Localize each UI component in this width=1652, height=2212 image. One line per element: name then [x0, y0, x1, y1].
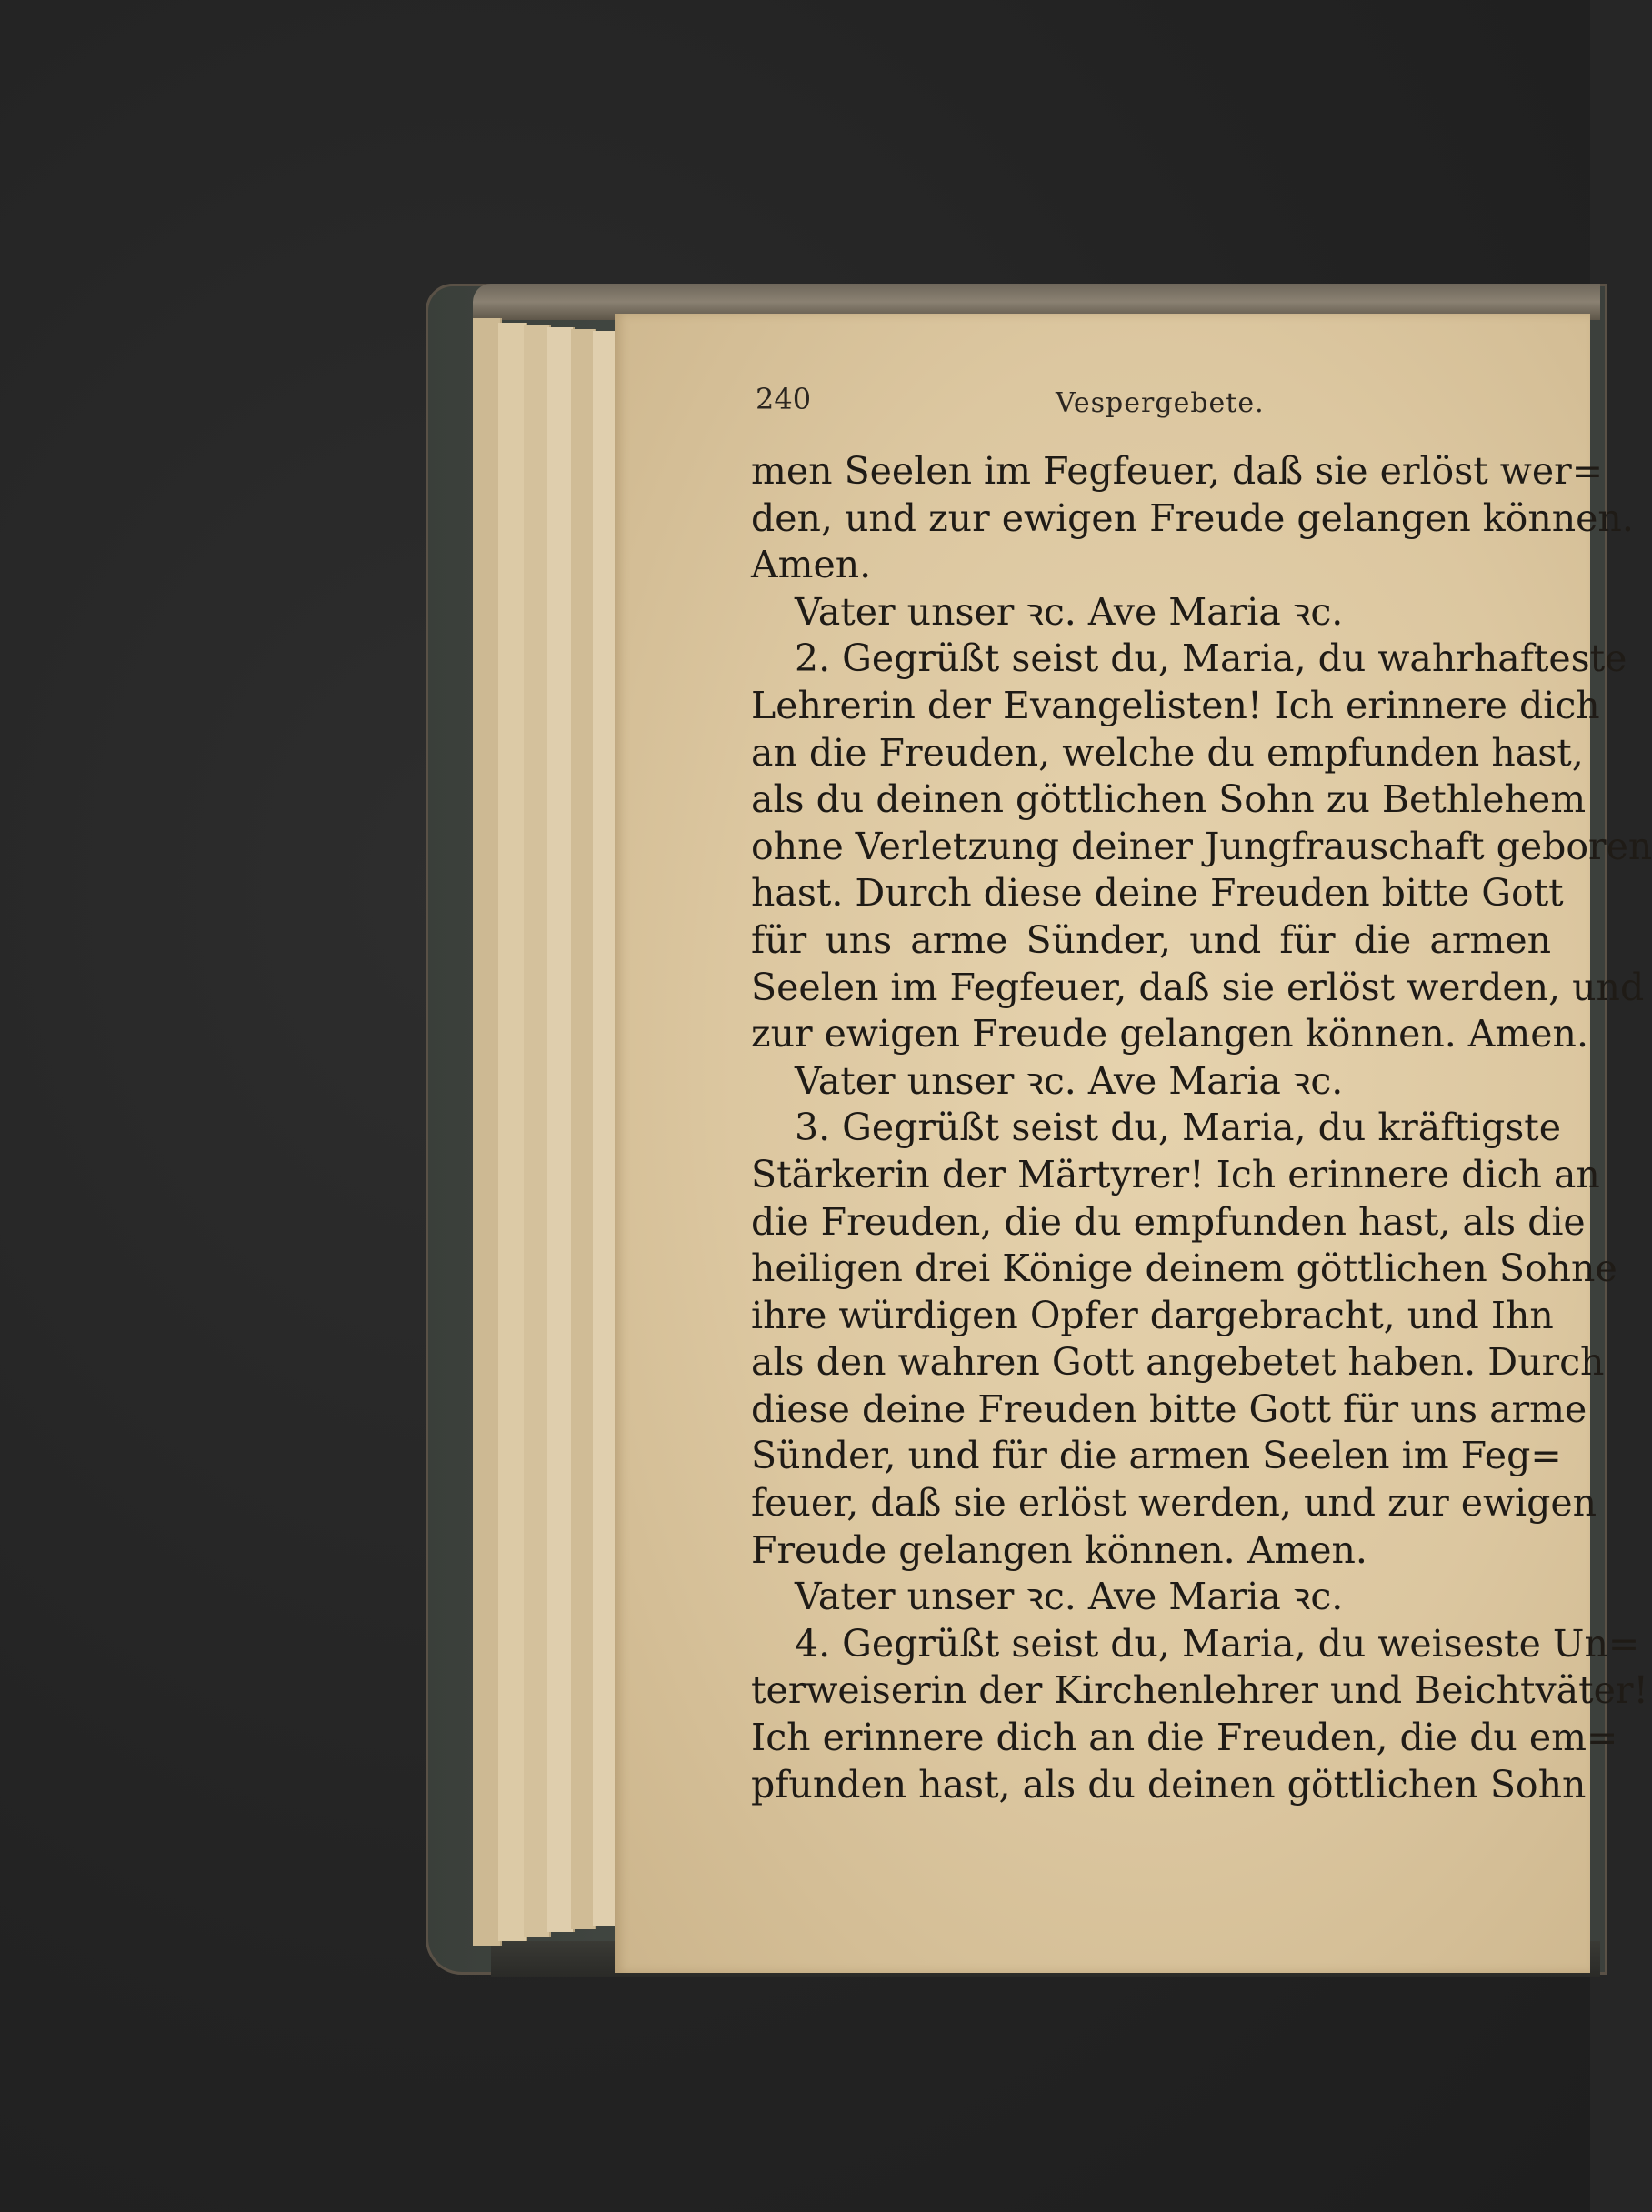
text-line: Vater unser ꝛc. Ave Maria ꝛc. [795, 1575, 1344, 1619]
text-line: 2. Gegrüßt seist du, Maria, du wahrhafteste [795, 636, 1627, 681]
text-line: für uns arme Sünder, und für die armen [751, 917, 1551, 962]
body-text [751, 448, 1652, 1808]
text-line: 4. Gegrüßt seist du, Maria, du weiseste Un= [795, 1621, 1640, 1666]
text-line: hast. Durch diese deine Freuden bitte Gott [751, 871, 1564, 916]
text-line: heiligen drei Könige deinem göttlichen Sohne [751, 1246, 1617, 1291]
page-number: 240 [756, 382, 812, 416]
text-line: Freude gelangen können. Amen. [751, 1527, 1367, 1572]
text-line: als du deinen göttlichen Sohn zu Bethlehem [751, 777, 1587, 822]
text-line: Vater unser ꝛc. Ave Maria ꝛc. [795, 589, 1344, 634]
text-line: feuer, daß sie erlöst werden, und zur ewigen [751, 1481, 1597, 1526]
text-line: als den wahren Gott angebetet haben. Durch [751, 1340, 1605, 1385]
text-line: Seelen im Fegfeuer, daß sie erlöst werden, und [751, 965, 1645, 1009]
text-line: ihre würdigen Opfer dargebracht, und Ihn [751, 1293, 1554, 1337]
text-line: Stärkerin der Märtyrer! Ich erinnere dich an [751, 1152, 1600, 1196]
text-line: men Seelen im Fegfeuer, daß sie erlöst wer= [751, 449, 1604, 493]
text-line: terweiserin der Kirchenlehrer und Beichtväter! [751, 1668, 1648, 1713]
text-line: Vater unser ꝛc. Ave Maria ꝛc. [795, 1058, 1344, 1103]
text-line: Lehrerin der Evangelisten! Ich erinnere dich [751, 683, 1600, 727]
text-line: 3. Gegrüßt seist du, Maria, du kräftigste [795, 1106, 1562, 1150]
page-header [756, 382, 1537, 436]
text-line: die Freuden, die du empfunden hast, als die [751, 1199, 1586, 1244]
text-line: Ich erinnere dich an die Freuden, die du em= [751, 1716, 1618, 1760]
text-line: zur ewigen Freude gelangen können. Amen. [751, 1012, 1588, 1056]
text-line: pfunden hast, als du deinen göttlichen Sohn [751, 1762, 1587, 1807]
text-line: Sünder, und für die armen Seelen im Feg= [751, 1434, 1562, 1478]
book-page [615, 314, 1652, 1973]
text-line: den, und zur ewigen Freude gelangen können. [751, 495, 1634, 540]
text-line: an die Freuden, welche du empfunden hast, [751, 730, 1584, 775]
text-line: diese deine Freuden bitte Gott für uns arme [751, 1386, 1587, 1431]
running-head: Vespergebete. [1056, 387, 1265, 419]
text-line: ohne Verletzung deiner Jungfrauschaft geboren [751, 824, 1652, 868]
text-line: Amen. [751, 543, 872, 587]
